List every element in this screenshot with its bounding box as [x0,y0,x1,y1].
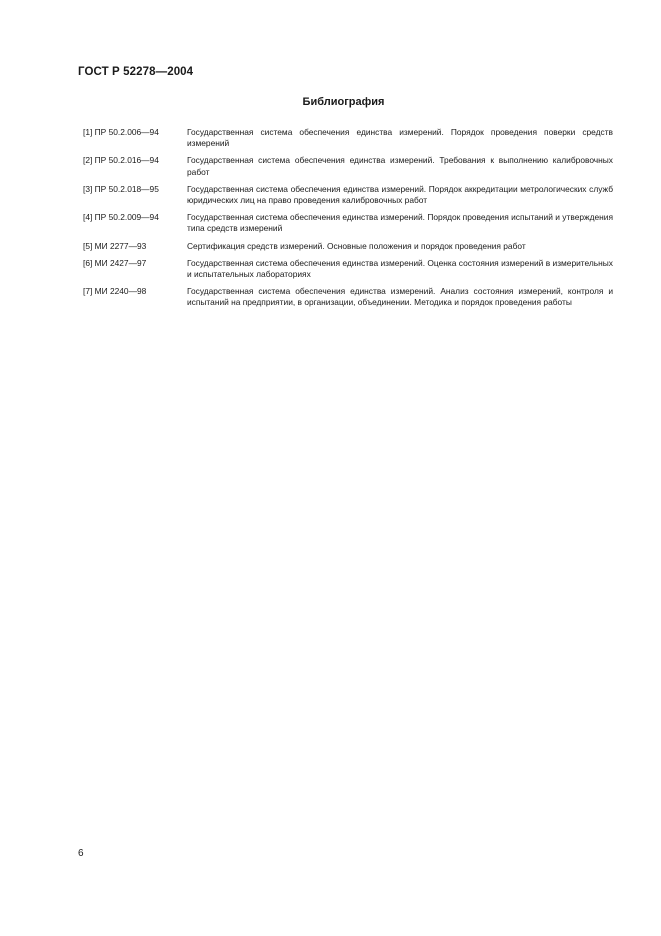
entry-title: Государственная система обеспечения единства измерений. Оценка состояния измерений в измерительных и испытательных лабораториях [187,257,613,280]
entry-reference: [5] МИ 2277—93 [83,240,147,251]
entry-reference: [2] ПР 50.2.016—94 [83,155,159,166]
entry-title: Государственная система обеспечения единства измерений. Требования к выполнению калибровочных работ [187,155,613,177]
section-title: Библиография [302,96,385,108]
bibliography-entry [83,184,613,206]
entry-title: Государственная система обеспечения единства измерений. Порядок проведения поверки средств измерений [187,127,613,149]
entry-title: Государственная система обеспечения единства измерений. Порядок проведения испытаний и утверждения типа средств измерений [187,212,613,234]
bibliography-list [83,127,613,315]
bibliography-entry [83,286,613,308]
bibliography-entry [83,258,613,280]
entry-reference: [7] МИ 2240—98 [83,286,147,297]
entry-reference: [1] ПР 50.2.006—94 [83,127,159,137]
bibliography-entry [83,212,613,234]
page-number: 6 [78,848,84,859]
entry-title: Государственная система обеспечения единства измерений. Анализ состояния измерений, контроля и испытаний на предприятии, в организации, объединении. Методика и порядок проведения работы [187,286,613,308]
entry-title: Государственная система обеспечения единства измерений. Порядок аккредитации метрологических служб юридических лиц на право проведения калибровочных работ [187,183,613,206]
entry-reference: [6] МИ 2427—97 [83,257,147,268]
document-code: ГОСТ Р 52278—2004 [78,66,194,78]
entry-title: Сертификация средств измерений. Основные положения и порядок проведения работ [187,240,526,251]
entry-reference: [3] ПР 50.2.018—95 [83,183,159,194]
bibliography-entry [83,155,613,177]
entry-reference: [4] ПР 50.2.009—94 [83,212,159,223]
bibliography-entry [83,241,613,252]
bibliography-entry [83,127,613,149]
